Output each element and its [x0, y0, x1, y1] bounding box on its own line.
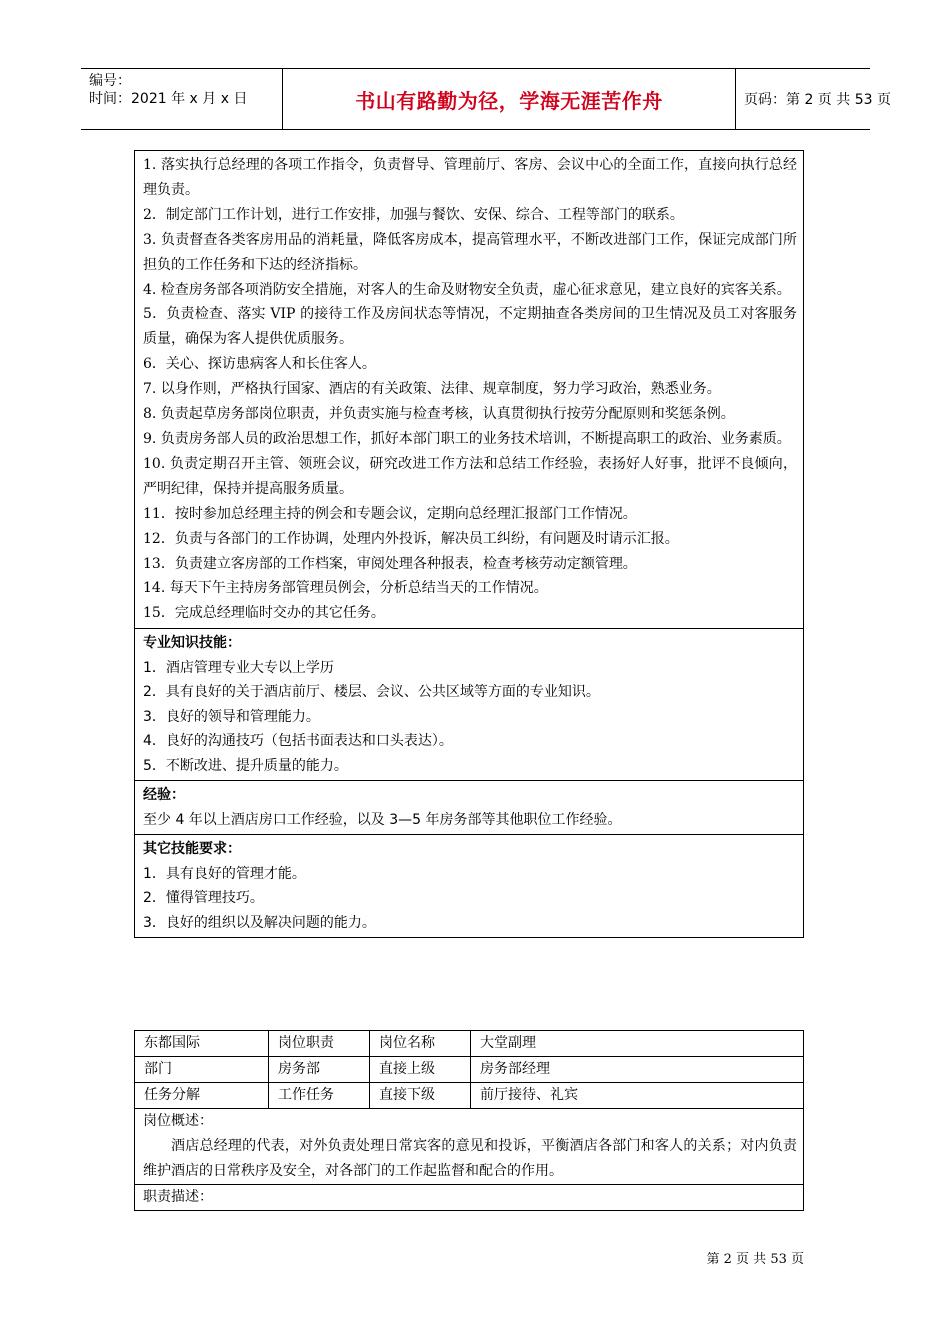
table-cell: 直接上级 [369, 1057, 470, 1082]
header-page-label: 页码：第 2 页 共 53 页 [744, 92, 891, 108]
post-table [134, 1030, 804, 1211]
duty-item: 2．制定部门工作计划，进行工作安排，加强与餐饮、安保、综合、工程等部门的联系。 [143, 206, 684, 223]
number-label: 编号： [89, 73, 131, 89]
time-label: 时间：2021 年 x 月 x 日 [89, 91, 248, 107]
knowledge-item: 1．酒店管理专业大专以上学历 [143, 659, 334, 676]
duty-item: 10. 负责定期召开主管、领班会议，研究改进工作方法和总结工作经验，表扬好人好事，批评不良倾向，严明纪律，保持并提高服务质量。 [143, 455, 797, 497]
duties-description-section [135, 1184, 803, 1210]
table-cell: 岗位职责 [268, 1031, 369, 1056]
duty-item: 5．负责检查、落实 VIP 的接待工作及房间状态等情况，不定期抽查各类房间的卫生情况及员工对客服务质量，确保为客人提供优质服务。 [143, 306, 797, 348]
knowledge-item: 4．良好的沟通技巧（包括书面表达和口头表达）。 [143, 733, 453, 750]
overview-text: 酒店总经理的代表，对外负责处理日常宾客的意见和投诉，平衡酒店各部门和客人的关系；对内负责维护酒店的日常秩序及安全，对各部门的工作起监督和配合的作用。 [143, 1138, 797, 1179]
duty-item: 3. 负责督查各类客房用品的消耗量，降低客房成本，提高管理水平，不断改进部门工作，保证完成部门所担负的工作任务和下达的经济指标。 [143, 231, 797, 273]
duties-description-label: 职责描述： [143, 1189, 213, 1205]
duties-table [134, 150, 804, 938]
duty-item: 7. 以身作则，严格执行国家、酒店的有关政策、法律、规章制度，努力学习政治，熟悉业务。 [143, 381, 721, 398]
header-meta [81, 69, 282, 129]
experience-text: 至少 4 年以上酒店房口工作经验，以及 3—5 年房务部等其他职位工作经验。 [143, 811, 622, 828]
other-skill-item: 1．具有良好的管理才能。 [143, 865, 306, 882]
table-cell: 部门 [144, 1061, 172, 1077]
duty-item: 6．关心、探访患病客人和长住客人。 [143, 356, 376, 373]
experience-heading: 经验： [143, 787, 185, 804]
overview-label: 岗位概述： [143, 1113, 213, 1129]
knowledge-heading: 专业知识技能： [143, 635, 241, 652]
page-footer: 第 2 页 共 53 页 [706, 1252, 804, 1267]
duty-item: 8. 负责起草房务部岗位职责，并负责实施与检查考核，认真贯彻执行按劳分配原则和奖惩条例。 [143, 406, 735, 423]
table-row [135, 1056, 803, 1082]
duty-item: 13．负责建立客房部的工作档案，审阅处理各种报表，检查考核劳动定额管理。 [143, 555, 637, 572]
other-skill-item: 3．良好的组织以及解决问题的能力。 [143, 914, 376, 931]
table-cell: 房务部经理 [470, 1057, 803, 1082]
duty-list [135, 151, 803, 628]
knowledge-section [135, 628, 803, 780]
table-cell: 大堂副理 [470, 1031, 803, 1056]
duty-item: 12．负责与各部门的工作协调，处理内外投诉，解决员工纠纷，有问题及时请示汇报。 [143, 530, 679, 547]
header-motto-cell [282, 69, 736, 129]
motto-text: 书山有路勤为径，学海无涯苦作舟 [355, 88, 663, 113]
experience-section [135, 780, 803, 834]
table-cell: 前厅接待、礼宾 [470, 1083, 803, 1108]
page-header [81, 68, 891, 130]
table-row [135, 1082, 803, 1108]
other-skills-section [135, 834, 803, 937]
knowledge-item: 5．不断改进、提升质量的能力。 [143, 757, 348, 774]
table-cell: 直接下级 [369, 1083, 470, 1108]
other-skill-item: 2．懂得管理技巧。 [143, 890, 264, 907]
duty-item: 4. 检查房务部各项消防安全措施，对客人的生命及财物安全负责，虚心征求意见，建立良好的宾客关系。 [143, 281, 791, 298]
duty-item: 9. 负责房务部人员的政治思想工作，抓好本部门职工的业务技术培训，不断提高职工的政治、业务素质。 [143, 430, 791, 447]
other-skills-heading: 其它技能要求： [143, 841, 241, 858]
table-row [135, 1031, 803, 1056]
duty-item: 1. 落实执行总经理的各项工作指令，负责督导、管理前厅、客房、会议中心的全面工作，直接向执行总经理负责。 [143, 157, 797, 198]
table-cell: 房务部 [268, 1057, 369, 1082]
table-cell: 东都国际 [144, 1035, 200, 1051]
table-cell: 任务分解 [144, 1087, 200, 1103]
duty-item: 14. 每天下午主持房务部管理员例会，分析总结当天的工作情况。 [143, 580, 548, 597]
table-cell: 工作任务 [268, 1083, 369, 1108]
knowledge-item: 2．具有良好的关于酒店前厅、楼层、会议、公共区域等方面的专业知识。 [143, 684, 600, 701]
table-cell: 岗位名称 [369, 1031, 470, 1056]
overview-section [135, 1108, 803, 1184]
duty-item: 15．完成总经理临时交办的其它任务。 [143, 605, 385, 622]
knowledge-item: 3．良好的领导和管理能力。 [143, 708, 320, 725]
duty-item: 11．按时参加总经理主持的例会和专题会议，定期向总经理汇报部门工作情况。 [143, 505, 637, 522]
